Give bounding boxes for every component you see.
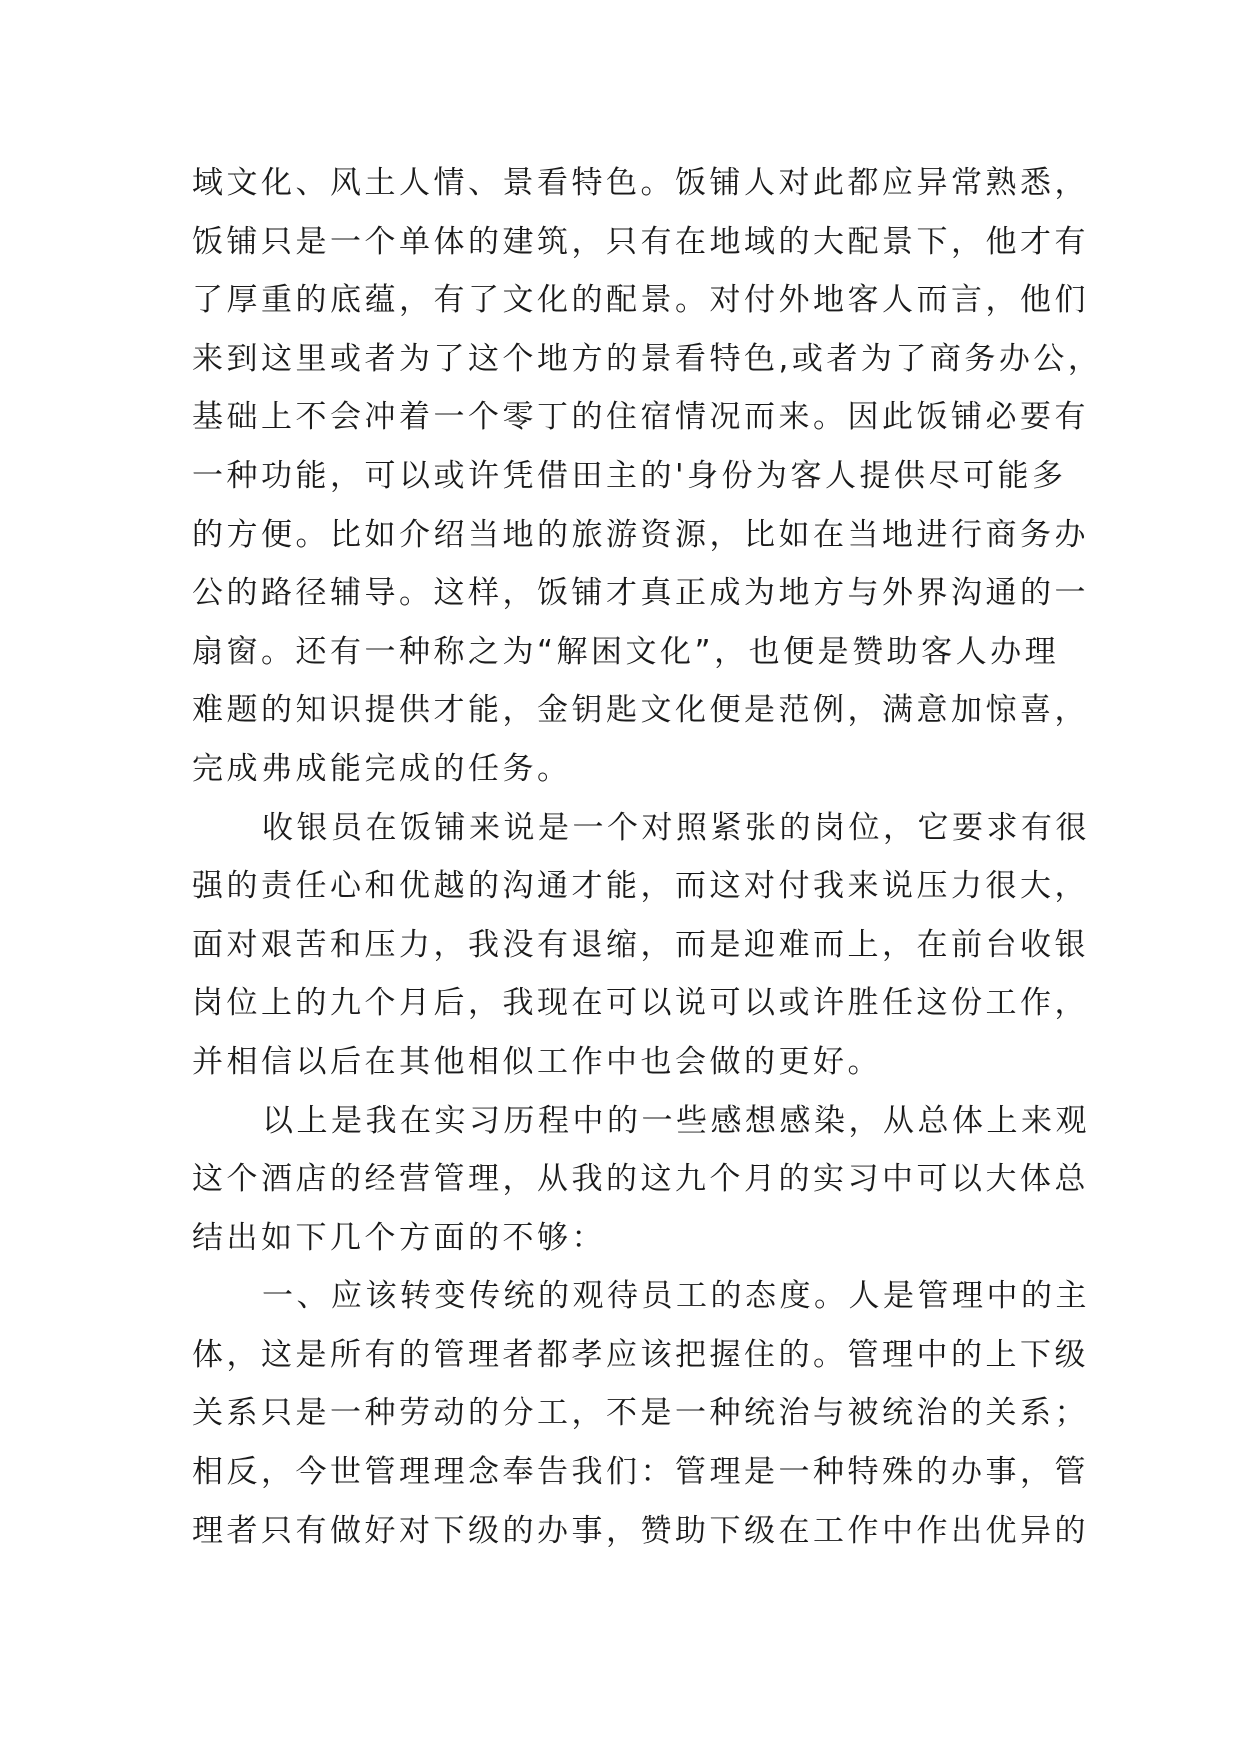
text-line: 岗位上的九个月后，我现在可以说可以或许胜任这份工作， — [192, 985, 1089, 1022]
text-line: 一种功能，可以或许凭借田主的'身份为客人提供尽可能多 — [192, 457, 1067, 494]
text-line: 完成弗成能完成的任务。 — [192, 750, 572, 787]
text-line: 一、应该转变传统的观待员工的态度。人是管理中的主 — [262, 1278, 1090, 1315]
text-line: 强的责任心和优越的沟通才能，而这对付我来说压力很大， — [192, 868, 1089, 905]
text-line: 了厚重的底蕴，有了文化的配景。对付外地客人而言，他们 — [192, 282, 1089, 319]
text-line: 并相信以后在其他相似工作中也会做的更好。 — [192, 1043, 882, 1080]
text-line: 基础上不会冲着一个零丁的住宿情况而来。因此饭铺必要有 — [192, 399, 1089, 436]
text-line: 难题的知识提供才能，金钥匙文化便是范例，满意加惊喜， — [192, 692, 1089, 729]
text-line: 公的路径辅导。这样，饭铺才真正成为地方与外界沟通的一 — [192, 575, 1089, 612]
text-line: 面对艰苦和压力，我没有退缩，而是迎难而上，在前台收银 — [192, 926, 1089, 963]
text-line: 来到这里或者为了这个地方的景看特色,或者为了商务办公， — [192, 340, 1103, 377]
text-line: 扇窗。还有一种称之为“解困文化”，也便是赞助客人办理 — [192, 633, 1060, 670]
text-line: 以上是我在实习历程中的一些感想感染，从总体上来观 — [262, 1102, 1090, 1139]
text-line: 结出如下几个方面的不够： — [192, 1219, 606, 1256]
text-line: 域文化、风土人情、景看特色。饭铺人对此都应异常熟悉， — [192, 165, 1089, 201]
text-line: 饭铺只是一个单体的建筑，只有在地域的大配景下，他才有 — [192, 223, 1089, 260]
text-line: 关系只是一种劳动的分工，不是一种统治与被统治的关系； — [192, 1395, 1089, 1432]
text-line: 理者只有做好对下级的办事，赞助下级在工作中作出优异的 — [192, 1512, 1089, 1549]
text-line: 体，这是所有的管理者都孝应该把握住的。管理中的上下级 — [192, 1336, 1089, 1373]
text-line: 收银员在饭铺来说是一个对照紧张的岗位，它要求有很 — [262, 809, 1090, 846]
body-text — [192, 154, 1103, 1560]
text-line: 的方便。比如介绍当地的旅游资源，比如在当地进行商务办 — [192, 516, 1089, 553]
text-line: 相反，今世管理理念奉告我们：管理是一种特殊的办事，管 — [192, 1454, 1089, 1491]
text-line: 这个酒店的经营管理，从我的这九个月的实习中可以大体总 — [192, 1161, 1089, 1198]
